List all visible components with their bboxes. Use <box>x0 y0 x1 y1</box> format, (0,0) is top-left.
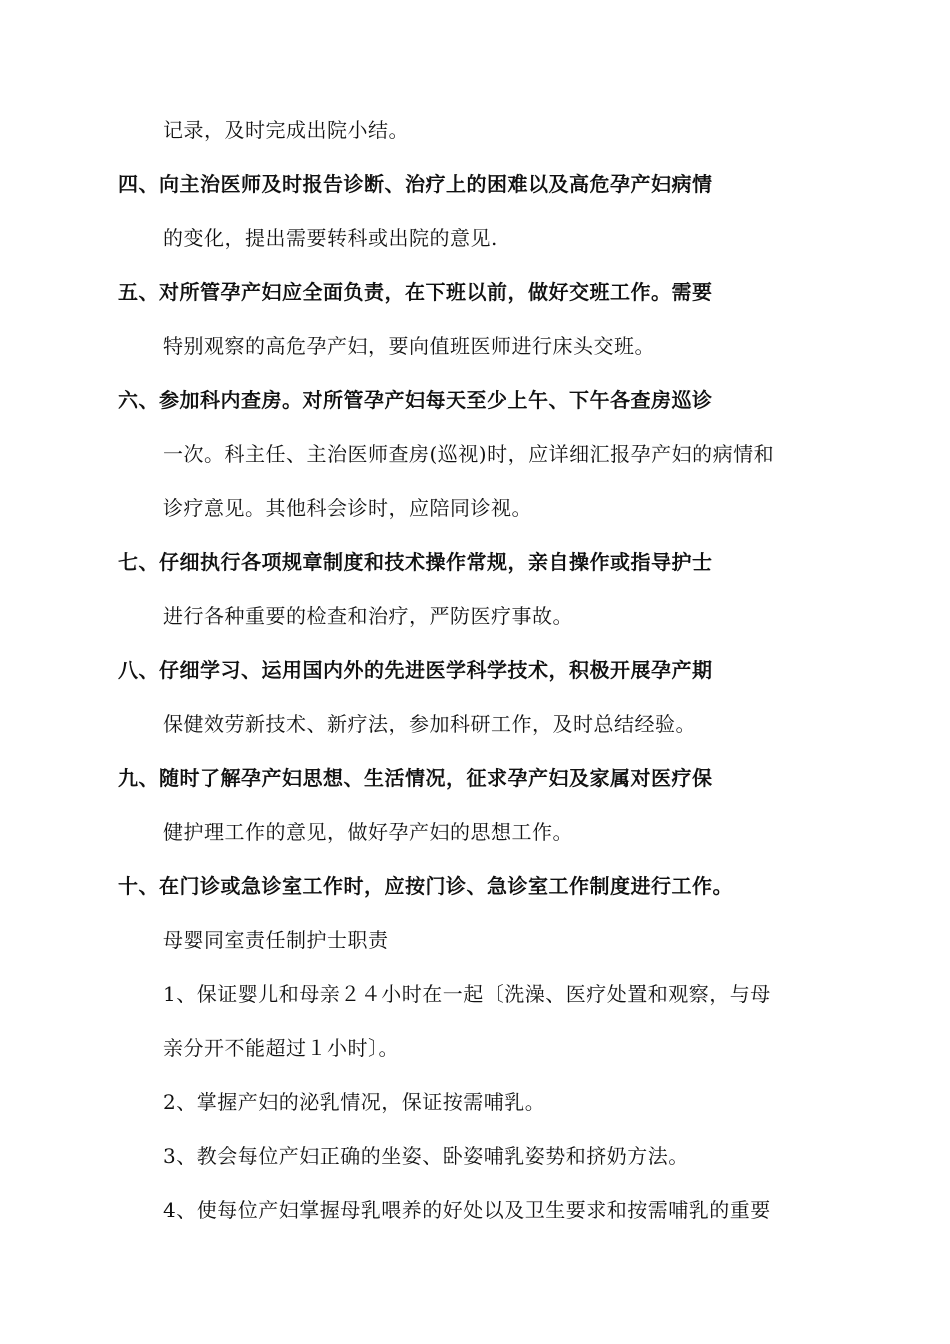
section-heading-4: 四、向主治医师及时报告诊断、治疗上的困难以及高危孕产妇病情 <box>118 172 713 196</box>
list-item-4: 4、使每位产妇掌握母乳喂养的好处以及卫生要求和按需哺乳的重要 <box>163 1198 771 1222</box>
section-heading-8: 八、仔细学习、运用国内外的先进医学科学技术，积极开展孕产期 <box>118 658 713 682</box>
text-line: 的变化，提出需要转科或出院的意见. <box>163 226 498 250</box>
section-heading-6: 六、参加科内查房。对所管孕产妇每天至少上午、下午各查房巡诊 <box>118 388 713 412</box>
text-line: 健护理工作的意见，做好孕产妇的思想工作。 <box>163 820 573 844</box>
text-line: 记录，及时完成出院小结。 <box>163 118 409 142</box>
text-line: 保健效劳新技术、新疗法，参加科研工作，及时总结经验。 <box>163 712 696 736</box>
text-line: 特别观察的高危孕产妇，要向值班医师进行床头交班。 <box>163 334 655 358</box>
section-heading-9: 九、随时了解孕产妇思想、生活情况，征求孕产妇及家属对医疗保 <box>118 766 713 790</box>
list-item-1-continued: 亲分开不能超过１小时〕。 <box>163 1036 399 1060</box>
text-line: 诊疗意见。其他科会诊时，应陪同诊视。 <box>163 496 532 520</box>
subsection-title: 母婴同室责任制护士职责 <box>163 928 389 952</box>
list-item-2: 2、掌握产妇的泌乳情况，保证按需哺乳。 <box>163 1090 546 1114</box>
section-heading-10: 十、在门诊或急诊室工作时，应按门诊、急诊室工作制度进行工作。 <box>118 874 733 898</box>
list-item-1: 1、保证婴儿和母亲２４小时在一起〔洗澡、医疗处置和观察，与母 <box>163 982 771 1006</box>
section-heading-7: 七、仔细执行各项规章制度和技术操作常规，亲自操作或指导护士 <box>118 550 713 574</box>
text-line: 一次。科主任、主治医师查房(巡视)时，应详细汇报孕产妇的病情和 <box>163 442 775 466</box>
list-item-3: 3、教会每位产妇正确的坐姿、卧姿哺乳姿势和挤奶方法。 <box>163 1144 689 1168</box>
text-line: 进行各种重要的检查和治疗，严防医疗事故。 <box>163 604 573 628</box>
section-heading-5: 五、对所管孕产妇应全面负责，在下班以前，做好交班工作。需要 <box>118 280 713 304</box>
